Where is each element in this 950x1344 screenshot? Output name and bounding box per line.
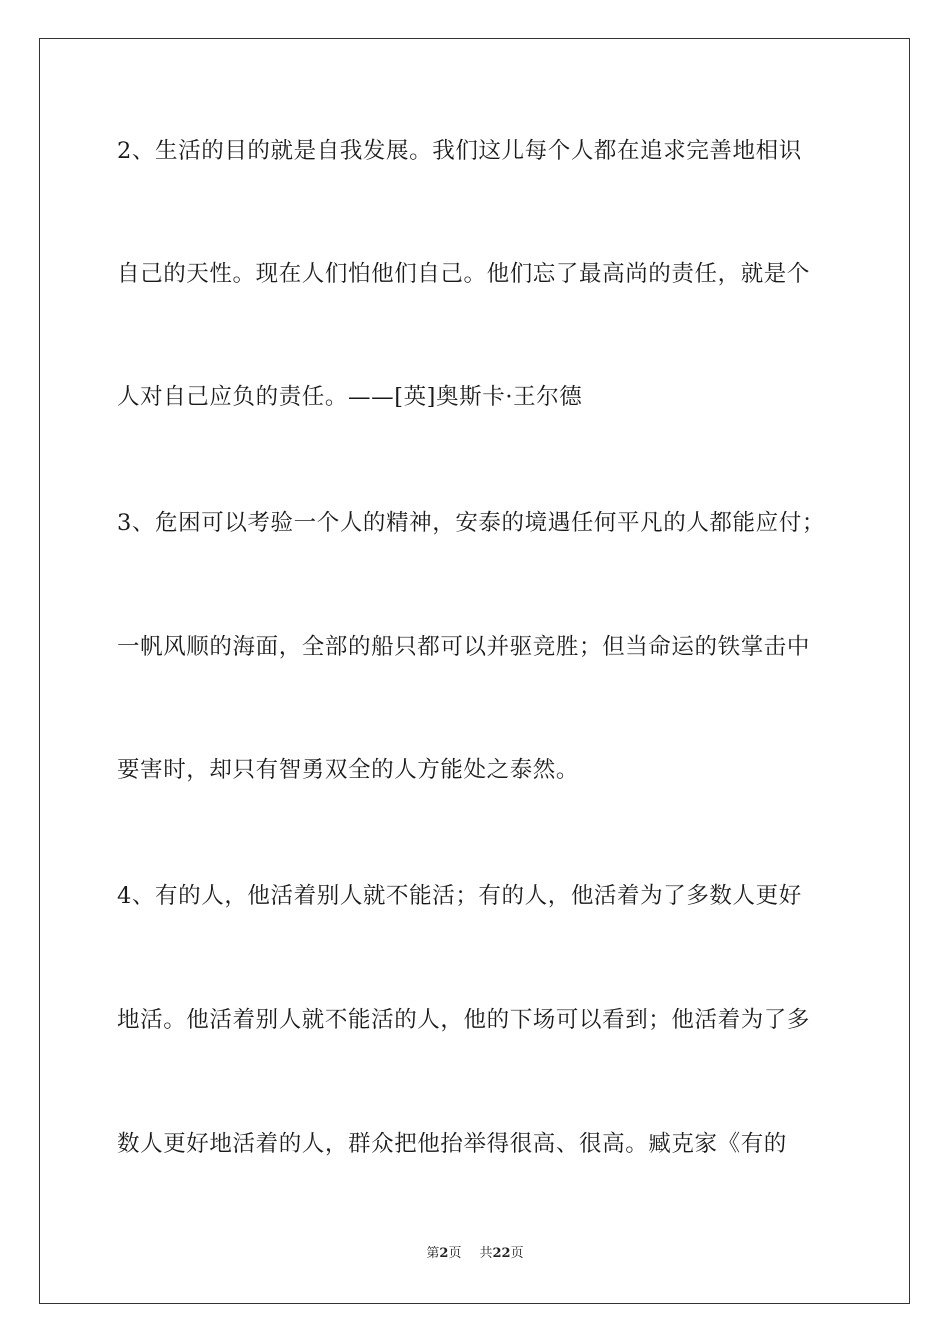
page-prefix: 第 bbox=[426, 1246, 440, 1261]
text-line-5: 一帆风顺的海面，全部的船只都可以并驱竞胜；但当命运的铁掌击中 bbox=[117, 634, 811, 660]
text-line-9: 数人更好地活着的人，群众把他抬举得很高、很高。臧克家《有的 bbox=[117, 1131, 787, 1157]
text-line-2: 自己的天性。现在人们怕他们自己。他们忘了最高尚的责任，就是个 bbox=[117, 261, 811, 287]
page-border bbox=[39, 38, 910, 1304]
total-suffix: 页 bbox=[510, 1246, 524, 1261]
text-line-8: 地活。他活着别人就不能活的人，他的下场可以看到；他活着为了多 bbox=[117, 1007, 811, 1033]
text-line-3: 人对自己应负的责任。——[英]奥斯卡·王尔德 bbox=[117, 384, 583, 410]
page-suffix: 页 bbox=[448, 1246, 462, 1261]
text-line-7: 4、有的人，他活着别人就不能活；有的人，他活着为了多数人更好 bbox=[117, 883, 802, 909]
text-line-1: 2、生活的目的就是自我发展。我们这儿每个人都在追求完善地相识 bbox=[117, 138, 802, 164]
page-footer bbox=[0, 1245, 950, 1263]
current-page-number: 2 bbox=[439, 1246, 449, 1261]
total-prefix: 共 bbox=[479, 1246, 493, 1261]
text-line-6: 要害时，却只有智勇双全的人方能处之泰然。 bbox=[117, 757, 580, 783]
text-line-4: 3、危困可以考验一个人的精神，安泰的境遇任何平凡的人都能应付； bbox=[117, 510, 825, 536]
total-page-count: 22 bbox=[492, 1246, 511, 1261]
